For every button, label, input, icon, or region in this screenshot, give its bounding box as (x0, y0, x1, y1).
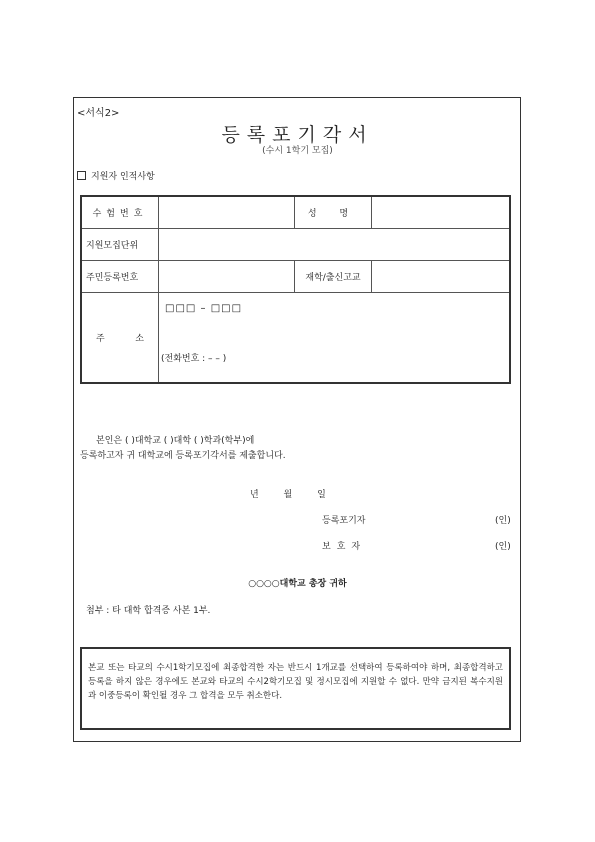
address-label (81, 292, 159, 383)
name-label: 성 명 (295, 196, 372, 228)
phone-number: (전화번호 : – – ) (161, 353, 227, 364)
table-row (81, 196, 510, 228)
unit-field[interactable] (159, 228, 511, 260)
page-subtitle: (수시 1학기 모집) (262, 146, 333, 156)
section-heading (77, 169, 155, 182)
school-label: 재학/출신고교 (295, 260, 372, 292)
exam-no-field[interactable] (159, 196, 295, 228)
table-row (81, 260, 510, 292)
name-field[interactable] (372, 196, 511, 228)
form-number: <서식2> (77, 108, 120, 119)
signer-label: 등록포기자 (322, 516, 366, 526)
checkbox-icon (77, 171, 86, 180)
date-line: 년 월 일 (250, 490, 326, 500)
page-title: 등록포기각서 (221, 124, 374, 146)
attachment-note: 첨부 : 타 대학 합격증 사본 1부. (86, 606, 211, 616)
notice-text: 본교 또는 타교의 수시1학기모집에 최종합격한 자는 반드시 1개교를 선택하여 등록하여야 하며, 최종합격하고 등록을 하지 않은 경우에도 본교와 타교의 수시2학기모집 및 정시모집에 지원할 수 없다. 만약 금지된 복수지원과 이중등록이 확인될 경우 그 합격을 모두 취소한다. (88, 663, 503, 701)
zip-code: □□□ – □□□ (165, 302, 243, 314)
address-label-2: 소 (135, 333, 144, 344)
table-row (81, 228, 510, 260)
id-field[interactable] (159, 260, 295, 292)
address-label-1: 주 (96, 333, 105, 344)
id-label: 주민등록번호 (81, 260, 159, 292)
guardian-seal: (인) (495, 542, 511, 552)
statement-line-1: 본인은 ( )대학교 ( )대학 ( )학과(학부)에 (96, 436, 255, 446)
school-field[interactable] (372, 260, 511, 292)
form-frame (73, 97, 521, 742)
addressee: ○○○○대학교 총장 귀하 (248, 579, 347, 589)
signer-seal: (인) (495, 516, 511, 526)
guardian-label: 보호자 (322, 542, 367, 552)
unit-label: 지원모집단위 (81, 228, 159, 260)
exam-no-label: 수험번호 (81, 196, 159, 228)
address-field[interactable] (159, 292, 511, 383)
notice-box (80, 647, 511, 730)
table-row (81, 292, 510, 383)
section-title: 지원자 인적사항 (91, 172, 155, 182)
applicant-info-table (80, 195, 511, 384)
statement-line-2: 등록하고자 귀 대학교에 등록포기각서를 제출합니다. (80, 451, 286, 461)
